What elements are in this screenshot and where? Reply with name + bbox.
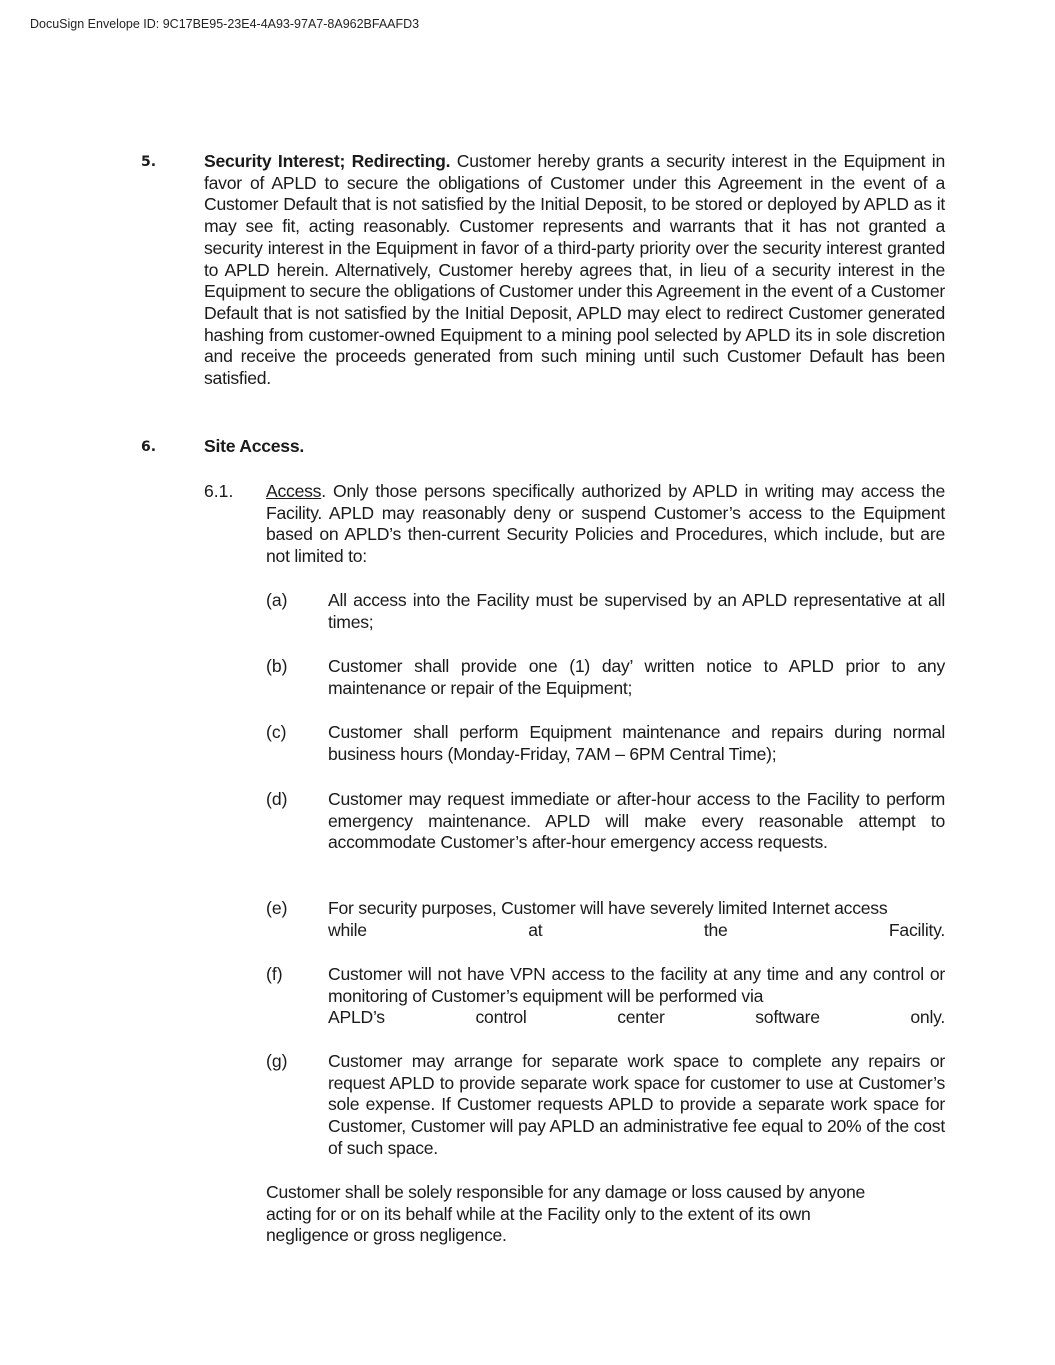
item-a-label: (a) — [266, 590, 288, 610]
spread-word: while — [328, 919, 367, 940]
section-5-number: 5. — [141, 154, 157, 170]
item-b-text: Customer shall provide one (1) day’ written notice to APLD prior to any maintenance or repair of the Equipment; — [328, 656, 945, 698]
item-f-spread-line — [328, 1007, 945, 1029]
section-5-paragraph — [204, 151, 945, 390]
item-b-label: (b) — [266, 656, 288, 676]
item-e-text: For security purposes, Customer will have severely limited Internet access — [328, 898, 888, 918]
item-d-label: (d) — [266, 789, 288, 809]
spread-word: the — [703, 919, 728, 940]
envelope-id-header: DocuSign Envelope ID: 9C17BE95-23E4-4A93-97A7-8A962BFAAFD3 — [30, 17, 420, 31]
subsection-6-1-number: 6.1. — [204, 481, 234, 501]
item-c-label: (c) — [266, 722, 287, 742]
item-e-label: (e) — [266, 898, 288, 918]
section-5-body: Customer hereby grants a security interest in the Equipment in favor of APLD to secure the obligations of Customer under this Agreement in the event of a Customer Default that is not satisfied by the Initial Deposit, to be stored or deployed by APLD as it may see fit, acting reasonably. Customer represents and warrants that it has not granted a security interest in the Equipment in favor of a third-party priority over the security interest granted to APLD herein. Alternatively, Customer hereby agrees that, in lieu of a security interest in the Equipment to secure the obligations of Customer under this Agreement in the event of a Customer Default that is not satisfied by the Initial Deposit, APLD may elect to redirect Customer generated hashing from customer-owned Equipment to a mining pool selected by APLD its in sole discretion and receive the proceeds generated from such mining until such Customer Default has been satisfied. — [204, 151, 945, 389]
subsection-6-1-paragraph — [266, 481, 945, 568]
spread-word: center — [617, 1007, 665, 1028]
item-c-text: Customer shall perform Equipment maintenance and repairs during normal business hours (Monday-Friday, 7AM – 6PM Central Time); — [328, 722, 945, 764]
closing-line: acting for or on its behalf while at the Facility only to the extent of its own — [266, 1203, 811, 1224]
item-e-paragraph — [328, 898, 945, 941]
spread-word: at — [528, 919, 543, 940]
spread-word: APLD’s — [328, 1007, 385, 1028]
item-f-text: Customer will not have VPN access to the facility at any time and any control or monitoring of Customer’s equipment will be performed via — [328, 964, 945, 1006]
item-f-label: (f) — [266, 964, 283, 984]
item-a-text: All access into the Facility must be supervised by an APLD representative at all times; — [328, 590, 945, 632]
spread-word: Facility. — [888, 919, 945, 940]
item-f-paragraph — [328, 964, 945, 1029]
closing-line: negligence or gross negligence. — [266, 1225, 507, 1246]
item-g-label: (g) — [266, 1051, 288, 1071]
item-e-spread-line — [328, 920, 945, 942]
spread-word: software — [755, 1007, 820, 1028]
item-g-text: Customer may arrange for separate work space to complete any repairs or request APLD to provide separate work space for customer to use at Customer’s sole expense. If Customer requests APLD to provide a separate work space for Customer, Customer will pay APLD an administrative fee equal to 20% of the cost of such space. — [328, 1051, 945, 1158]
item-d-text: Customer may request immediate or after-hour access to the Facility to perform emergency maintenance. APLD will make every reasonable attempt to accommodate Customer’s after-hour emergency access requests. — [328, 789, 945, 853]
section-6-title: Site Access. — [204, 436, 305, 456]
section-5-title: Security Interest; Redirecting. — [204, 151, 451, 171]
subsection-6-1-body: . Only those persons specifically authorized by APLD in writing may access the Facility. APLD may reasonably deny or suspend Customer’s access to the Equipment based on APLD’s then-current Security Policies and Procedures, which include, but are not limited to: — [266, 481, 945, 567]
section-6-number: 6. — [141, 439, 157, 455]
closing-line: Customer shall be solely responsible for any damage or loss caused by anyone — [266, 1182, 866, 1202]
closing-paragraph — [266, 1182, 945, 1247]
subsection-6-1-heading: Access — [266, 481, 322, 501]
spread-word: control — [475, 1007, 527, 1028]
spread-word: only. — [910, 1007, 945, 1028]
